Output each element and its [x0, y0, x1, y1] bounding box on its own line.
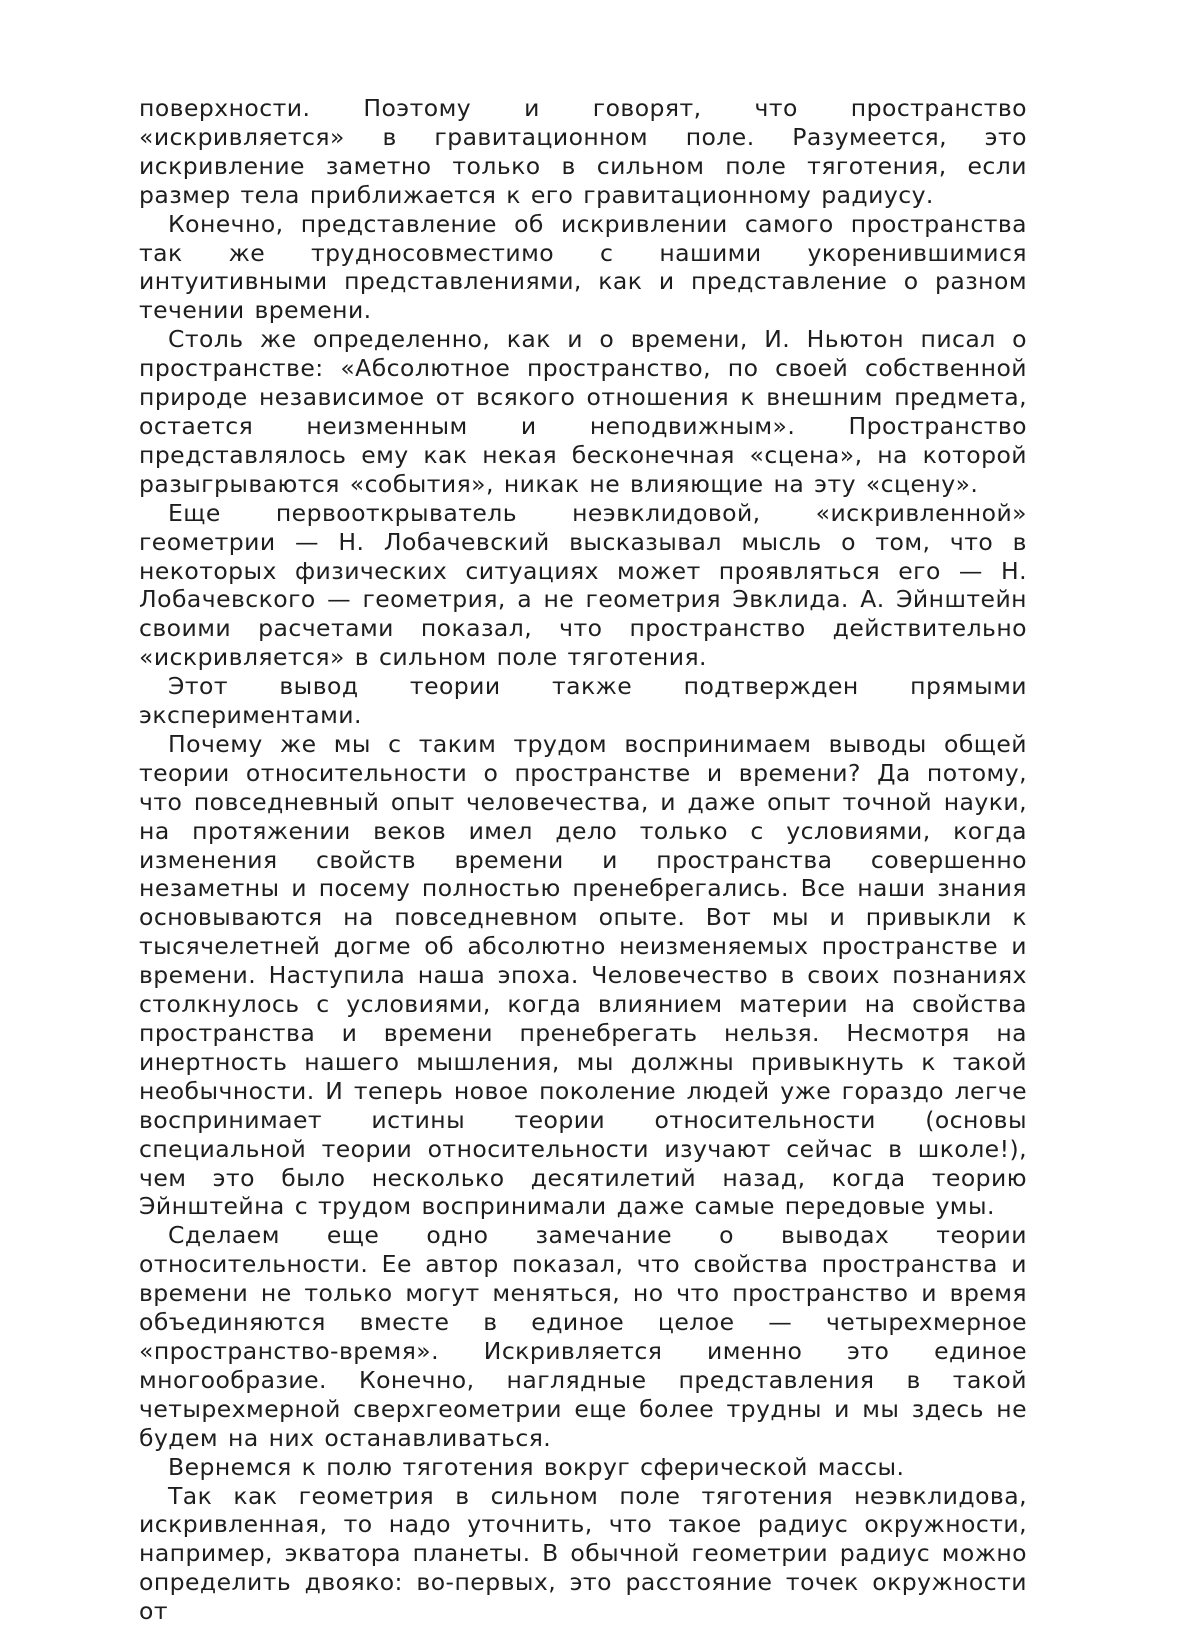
paragraph-7: Сделаем еще одно замечание о выводах теории относительности. Ее автор показал, что свойства пространства и времени не только могут меняться, но что пространство и время объединяются вместе в единое целое — четырехмерное «пространство-время». Искривляется именно это единое многообразие. Конечно, наглядные представления в такой четырехмерной сверхгеометрии еще более трудны и мы здесь не будем на них останавливаться. — [139, 1221, 1027, 1452]
paragraph-2: Конечно, представление об искривлении самого пространства так же трудносовместимо с нашими укоренившимися интуитивными представлениями, как и представление о разном течении времени. — [139, 210, 1027, 326]
paragraph-5: Этот вывод теории также подтвержден прямыми экспериментами. — [139, 672, 1027, 730]
paragraph-6: Почему же мы с таким трудом воспринимаем выводы общей теории относительности о пространстве и времени? Да потому, что повседневный опыт человечества, и даже опыт точной науки, на протяжении веков имел дело только с условиями, когда изменения свойств времени и пространства совершенно незаметны и посему полностью пренебрегались. Все наши знания основываются на повседневном опыте. Вот мы и привыкли к тысячелетней догме об абсолютно неизменяемых пространстве и времени. Наступила наша эпоха. Человечество в своих познаниях столкнулось с условиями, когда влиянием материи на свойства пространства и времени пренебрегать нельзя. Несмотря на инертность нашего мышления, мы должны привыкнуть к такой необычности. И теперь новое поколение людей уже гораздо легче воспринимает истины теории относительности (основы специальной теории относительности изучают сейчас в школе!), чем это было несколько десятилетий назад, когда теорию Эйнштейна с трудом воспринимали даже самые передовые умы. — [139, 730, 1027, 1221]
paragraph-1: поверхности. Поэтому и говорят, что пространство «искривляется» в гравитационном поле. Разумеется, это искривление заметно только в сильном поле тяготения, если размер тела приближается к его гравитационному радиусу. — [139, 94, 1027, 210]
paragraph-3: Столь же определенно, как и о времени, И. Ньютон писал о пространстве: «Абсолютное пространство, по своей собственной природе независимое от всякого отношения к внешним предмета, остается неизменным и неподвижным». Пространство представлялось ему как некая бесконечная «сцена», на которой разыгрываются «события», никак не влияющие на эту «сцену». — [139, 325, 1027, 498]
document-page — [139, 94, 1027, 1626]
paragraph-9: Так как геометрия в сильном поле тяготения неэвклидова, искривленная, то надо уточнить, что такое радиус окружности, например, экватора планеты. В обычной геометрии радиус можно определить двояко: во-первых, это расстояние точек окружности от — [139, 1482, 1027, 1626]
paragraph-8: Вернемся к полю тяготения вокруг сферической массы. — [139, 1453, 1027, 1482]
paragraph-4: Еще первооткрыватель неэвклидовой, «искривленной» геометрии — Н. Лобачевский высказывал мысль о том, что в некоторых физических ситуациях может проявляться его — Н. Лобачевского — геометрия, а не геометрия Эвклида. А. Эйнштейн своими расчетами показал, что пространство действительно «искривляется» в сильном поле тяготения. — [139, 499, 1027, 672]
